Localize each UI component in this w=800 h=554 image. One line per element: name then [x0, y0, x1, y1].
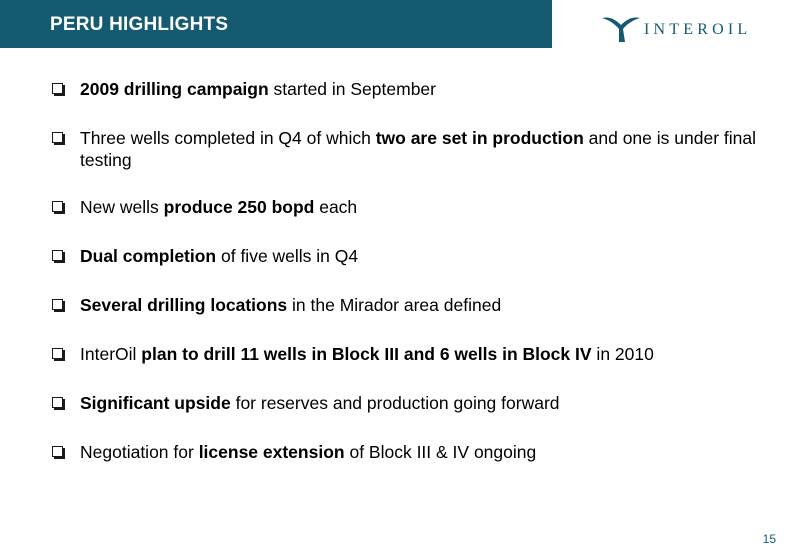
list-item: [52, 441, 772, 463]
bullet-text: of Block III & IV ongoing: [344, 442, 537, 462]
bullet-text: of five wells in Q4: [216, 246, 359, 266]
checkbox-bullet-icon: [52, 397, 63, 408]
list-item: [52, 294, 772, 316]
bullet-emphasis: 2009 drilling campaign: [80, 79, 269, 99]
checkbox-bullet-icon: [52, 446, 63, 457]
bullet-emphasis: produce 250 bopd: [163, 197, 315, 217]
slide-title: PERU HIGHLIGHTS: [50, 14, 229, 35]
bullet-text: InterOil: [80, 344, 142, 364]
bullet-text: for reserves and production going forward: [230, 393, 560, 413]
list-item: [52, 245, 772, 267]
list-item: [52, 127, 772, 171]
bullet-emphasis: two are set in production: [375, 128, 584, 148]
bullet-text: in the Mirador area defined: [287, 295, 502, 315]
checkbox-bullet-icon: [52, 348, 63, 359]
checkbox-bullet-icon: [52, 299, 63, 310]
bullet-text: New wells: [80, 197, 164, 217]
checkbox-bullet-icon: [52, 250, 63, 261]
checkbox-bullet-icon: [52, 132, 63, 143]
bullet-text: each: [314, 197, 358, 217]
highlights-list: [52, 78, 772, 490]
bullet-emphasis: plan to drill 11 wells in Block III and 6 wells in Block IV: [141, 344, 592, 364]
checkbox-bullet-icon: [52, 83, 63, 94]
bullet-text: started in September: [268, 79, 436, 99]
bullet-text: and one is under final testing: [80, 128, 756, 170]
interoil-logo: [600, 12, 790, 44]
bullet-text: Three wells completed in Q4 of which: [80, 128, 376, 148]
title-bar: [0, 0, 552, 48]
logo-wordmark: INTEROIL: [644, 21, 752, 38]
list-item: [52, 78, 772, 100]
bullet-text: in 2010: [591, 344, 654, 364]
checkbox-bullet-icon: [52, 201, 63, 212]
whale-tail-icon: [600, 12, 642, 44]
bullet-emphasis: Significant upside: [80, 393, 231, 413]
bullet-emphasis: license extension: [198, 442, 345, 462]
list-item: [52, 196, 772, 218]
list-item: [52, 343, 772, 365]
page-number: 15: [762, 532, 776, 546]
list-item: [52, 392, 772, 414]
bullet-emphasis: Several drilling locations: [80, 295, 288, 315]
bullet-text: Negotiation for: [80, 442, 199, 462]
bullet-emphasis: Dual completion: [80, 246, 217, 266]
